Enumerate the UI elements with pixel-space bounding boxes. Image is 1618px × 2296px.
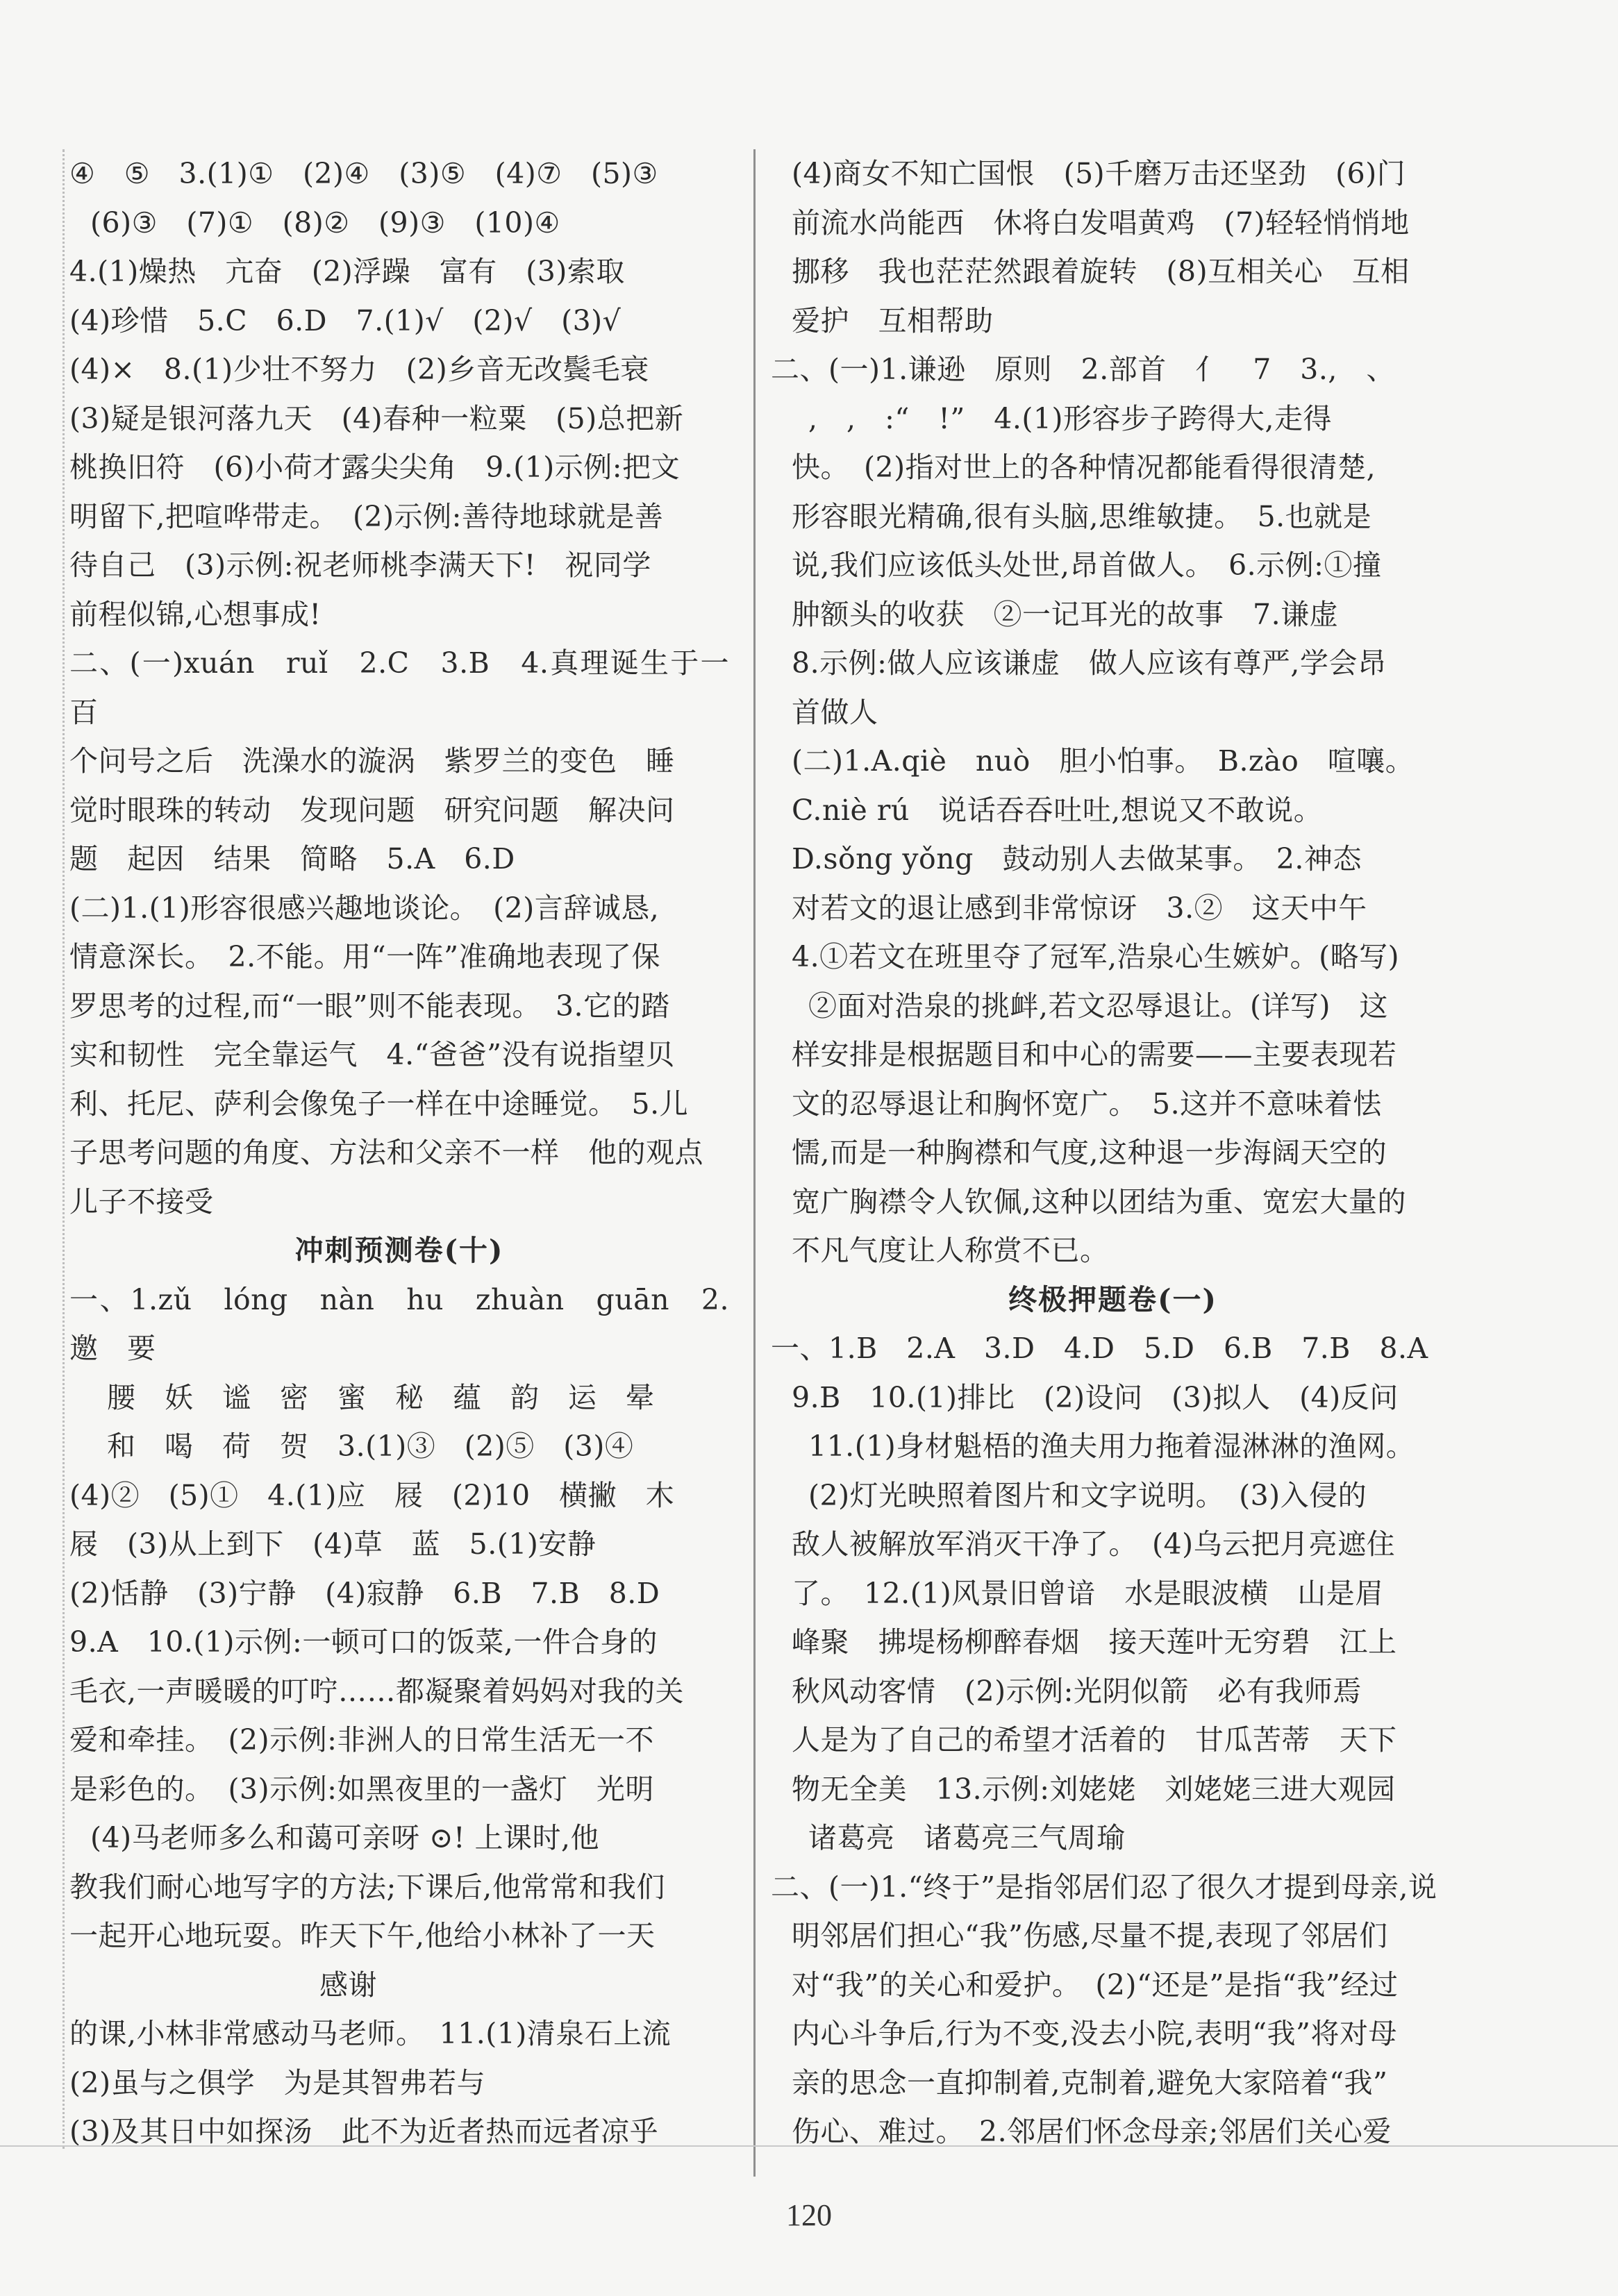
text-line: (2)恬静 (3)宁静 (4)寂静 6.B 7.B 8.D — [69, 1576, 660, 1610]
text-line: 二、(一)1.“终于”是指邻居们忍了很久才提到母亲,说 — [771, 1870, 1437, 1904]
text-line: 和 喝 荷 贺 3.(1)③ (2)⑤ (3)④ — [107, 1430, 634, 1463]
text-line: 待自己 (3)示例:祝老师桃李满天下! 祝同学 — [69, 548, 651, 582]
handwritten-correction: 感谢 — [319, 1968, 377, 2002]
text-line: 题 起因 结果 简略 5.A 6.D — [69, 842, 515, 875]
text-line: 峰聚 拂堤杨柳醉春烟 接天莲叶无穷碧 江上 — [792, 1625, 1397, 1659]
text-line: 罗思考的过程,而“一眼”则不能表现。 3.它的踏 — [69, 989, 670, 1023]
text-line: 明留下,把喧哗带走。 (2)示例:善待地球就是善 — [69, 499, 664, 533]
text-line: 一、1.zǔ lóng nàn hu zhuàn guān 2.邀 要 — [69, 1282, 729, 1365]
text-line: 4.①若文在班里夺了冠军,浩泉心生嫉妒。(略写) — [792, 940, 1400, 973]
right-column — [771, 149, 1455, 2156]
text-line: 伤心、难过。 2.邻居们怀念母亲;邻居们关心爱 — [792, 2115, 1392, 2148]
text-line: 二、(一)1.谦逊 原则 2.部首 亻 7 3., 、 — [771, 353, 1395, 386]
text-line: (4)② (5)① 4.(1)应 屐 (2)10 横撇 木 — [69, 1478, 675, 1512]
text-line: (6)③ (7)① (8)② (9)③ (10)④ — [90, 206, 560, 240]
text-line: D.sǒng yǒng 鼓动别人去做某事。 2.神态 — [792, 842, 1362, 875]
text-line: 腰 妖 谧 密 蜜 秘 蕴 韵 运 晕 — [107, 1380, 655, 1414]
text-line: (4)马老师多么和蔼可亲呀 ⊙! 上课时,他 — [90, 1821, 600, 1854]
text-line: 形容眼光精确,很有头脑,思维敏捷。 5.也就是 — [792, 499, 1372, 533]
text-line: 挪移 我也茫茫然跟着旋转 (8)互相关心 互相 — [792, 255, 1410, 288]
text-line: (4)珍惜 5.C 6.D 7.(1)√ (2)√ (3)√ — [69, 303, 622, 337]
text-line: (4)商女不知亡国恨 (5)千磨万击还坚劲 (6)门 — [792, 157, 1406, 190]
text-line: 敌人被解放军消灭干净了。 (4)乌云把月亮遮住 — [792, 1527, 1396, 1561]
text-line: 的课,小林非常感动马老师。 11.(1)清泉石上流 — [69, 2017, 672, 2050]
text-line: 一、1.B 2.A 3.D 4.D 5.D 6.B 7.B 8.A — [771, 1332, 1428, 1365]
column-divider — [753, 149, 756, 2177]
text-line: 子思考问题的角度、方法和父亲不一样 他的观点 — [69, 1136, 703, 1169]
text-line: 4.(1)燥热 亢奋 (2)浮躁 富有 (3)索取 — [69, 255, 625, 288]
text-line: (3)及其日中如探汤 此不为近者热而远者凉乎 — [69, 2115, 659, 2148]
text-line: (2)灯光映照着图片和文字说明。 (3)入侵的 — [808, 1478, 1367, 1512]
text-line: 亲的思念一直抑制着,克制着,避免大家陪着“我” — [792, 2065, 1388, 2100]
text-line: 物无全美 13.示例:刘姥姥 刘姥姥三进大观园 — [792, 1772, 1396, 1806]
text-line: 前程似锦,心想事成! — [69, 597, 322, 631]
text-line: 对“我”的关心和爱护。 (2)“还是”是指“我”经过 — [792, 1968, 1399, 2002]
text-line: 首做人 — [792, 695, 878, 729]
text-line: 一起开心地玩耍。昨天下午,他给小林补了一天 — [69, 1919, 656, 1952]
text-line: 内心斗争后,行为不变,没去小院,表明“我”将对母 — [792, 2017, 1398, 2050]
text-line: 不凡气度让人称赏不已。 — [792, 1234, 1109, 1267]
text-line: 前流水尚能西 休将白发唱黄鸡 (7)轻轻悄悄地 — [792, 206, 1410, 240]
binding-gutter — [62, 149, 65, 2149]
text-line: 了。 12.(1)风景旧曾谙 水是眼波横 山是眉 — [792, 1576, 1384, 1610]
text-line: (4)× 8.(1)少壮不努力 (2)乡音无改鬓毛衰 — [69, 353, 649, 386]
text-line: 肿额头的收获 ②一记耳光的故事 7.谦虚 — [792, 597, 1339, 631]
text-line: C.niè rú 说话吞吞吐吐,想说又不敢说。 — [792, 793, 1323, 827]
text-line: 毛衣,一声暖暖的叮咛……都凝聚着妈妈对我的关 — [69, 1674, 685, 1708]
text-line: ②面对浩泉的挑衅,若文忍辱退让。(详写) 这 — [808, 989, 1389, 1023]
text-line: (2)虽与之俱学 为是其智弗若与 — [69, 2065, 486, 2100]
text-line: 实和韧性 完全靠运气 4.“爸爸”没有说指望贝 — [69, 1038, 675, 1071]
text-line: 利、托尼、萨利会像兔子一样在中途睡觉。 5.儿 — [69, 1087, 689, 1121]
page-number: 120 — [786, 2198, 832, 2232]
text-line: 爱和牵挂。 (2)示例:非洲人的日常生活无一不 — [69, 1723, 654, 1757]
text-line: (二)1.A.qiè nuò 胆小怕事。 B.zào 喧嚷。 — [792, 744, 1415, 778]
text-line: 诸葛亮 诸葛亮三气周瑜 — [808, 1821, 1126, 1854]
text-line: ④ ⑤ 3.(1)① (2)④ (3)⑤ (4)⑦ (5)③ — [69, 157, 658, 190]
text-line: 儿子不接受 — [69, 1184, 214, 1218]
text-line: 觉时眼珠的转动 发现问题 研究问题 解决问 — [69, 793, 675, 827]
section-title: 终极押题卷(一) — [1008, 1282, 1217, 1316]
text-line: 二、(一)xuán ruǐ 2.C 3.B 4.真理诞生于一百 — [69, 646, 729, 729]
text-line: (3)疑是银河落九天 (4)春种一粒粟 (5)总把新 — [69, 401, 684, 435]
left-column — [69, 149, 729, 2156]
bottom-rule — [0, 2145, 1618, 2147]
text-line: 9.A 10.(1)示例:一顿可口的饭菜,一件合身的 — [69, 1625, 658, 1659]
section-title: 冲刺预测卷(十) — [294, 1234, 504, 1267]
text-line: (二)1.(1)形容很感兴趣地谈论。 (2)言辞诚恳, — [69, 891, 660, 925]
text-line: 教我们耐心地写字的方法;下课后,他常常和我们 — [69, 1870, 665, 1904]
text-line: 8.示例:做人应该谦虚 做人应该有尊严,学会昂 — [792, 646, 1387, 680]
text-line: 快。 (2)指对世上的各种情况都能看得很清楚, — [792, 451, 1376, 484]
text-line: 样安排是根据题目和中心的需要——主要表现若 — [792, 1038, 1397, 1071]
text-line: 个问号之后 洗澡水的漩涡 紫罗兰的变色 睡 — [69, 744, 675, 778]
text-line: 宽广胸襟令人钦佩,这种以团结为重、宽宏大量的 — [792, 1184, 1407, 1218]
text-line: 屐 (3)从上到下 (4)草 蓝 5.(1)安静 — [69, 1527, 597, 1561]
text-line: 文的忍辱退让和胸怀宽广。 5.这并不意味着怯 — [792, 1087, 1382, 1121]
text-line: 秋风动客情 (2)示例:光阴似箭 必有我师焉 — [792, 1674, 1362, 1708]
text-line: 人是为了自己的希望才活着的 甘瓜苦蒂 天下 — [792, 1723, 1397, 1757]
text-line: 对若文的退让感到非常惊讶 3.② 这天中午 — [792, 891, 1367, 925]
text-line: 是彩色的。 (3)示例:如黑夜里的一盏灯 光明 — [69, 1772, 654, 1806]
text-line: 说,我们应该低头处世,昂首做人。 6.示例:①撞 — [792, 548, 1382, 582]
text-line: 桃换旧符 (6)小荷才露尖尖角 9.(1)示例:把文 — [69, 451, 681, 484]
text-line: 懦,而是一种胸襟和气度,这种退一步海阔天空的 — [792, 1136, 1387, 1169]
text-line: 情意深长。 2.不能。用“一阵”准确地表现了保 — [69, 940, 661, 973]
text-line: 明邻居们担心“我”伤感,尽量不提,表现了邻居们 — [792, 1919, 1388, 1952]
text-line: 9.B 10.(1)排比 (2)设问 (3)拟人 (4)反问 — [792, 1380, 1399, 1414]
text-line: 11.(1)身材魁梧的渔夫用力拖着湿淋淋的渔网。 — [808, 1430, 1415, 1463]
text-line: 爱护 互相帮助 — [792, 303, 994, 337]
text-line: , , :“ !” 4.(1)形容步子跨得大,走得 — [808, 401, 1333, 435]
